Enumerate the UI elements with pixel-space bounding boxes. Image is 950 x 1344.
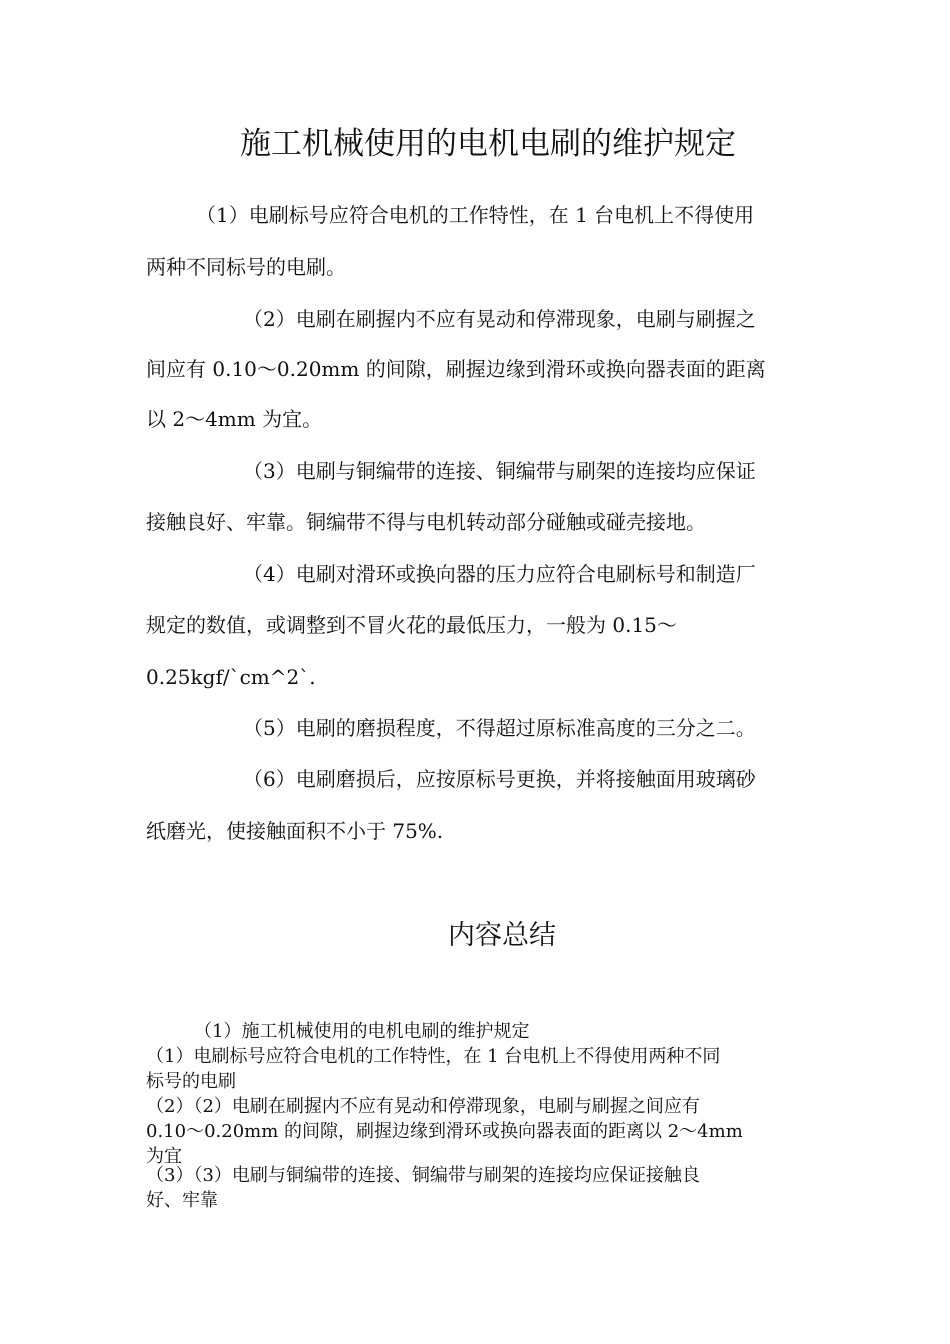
paragraph-6-line-2: 纸磨光，使接触面积不小于 75%.: [146, 819, 444, 843]
paragraph-2-line-1: （2）电刷在刷握内不应有晃动和停滞现象，电刷与刷握之: [243, 307, 756, 331]
summary-title: 内容总结: [448, 920, 556, 951]
paragraph-4-line-3: 0.25kgf/`cm^2`.: [146, 665, 316, 689]
summary-line-4: （2）（2）电刷在刷握内不应有晃动和停滞现象，电刷与刷握之间应有: [146, 1096, 700, 1117]
summary-line-8: 好、牢靠: [146, 1190, 218, 1211]
document-title: 施工机械使用的电机电刷的维护规定: [240, 126, 736, 162]
paragraph-3-line-2: 接触良好、牢靠。铜编带不得与电机转动部分碰触或碰壳接地。: [146, 510, 706, 534]
summary-line-7: （3）（3）电刷与铜编带的连接、铜编带与刷架的连接均应保证接触良: [146, 1165, 700, 1186]
paragraph-1-line-1: （1）电刷标号应符合电机的工作特性，在 1 台电机上不得使用: [196, 203, 755, 227]
paragraph-2-line-2: 间应有 0.10～0.20mm 的间隙，刷握边缘到滑环或换向器表面的距离: [146, 357, 766, 381]
summary-line-3: 标号的电刷: [146, 1071, 236, 1092]
summary-line-5: 0.10～0.20mm 的间隙，刷握边缘到滑环或换向器表面的距离以 2～4mm: [146, 1121, 743, 1142]
paragraph-3-line-1: （3）电刷与铜编带的连接、铜编带与刷架的连接均应保证: [243, 459, 756, 483]
paragraph-1-line-2: 两种不同标号的电刷。: [146, 255, 346, 279]
summary-line-2: （1）电刷标号应符合电机的工作特性，在 1 台电机上不得使用两种不同: [146, 1046, 721, 1067]
paragraph-4-line-2: 规定的数值，或调整到不冒火花的最低压力，一般为 0.15～: [146, 613, 677, 637]
summary-line-6: 为宜: [146, 1146, 182, 1167]
paragraph-6-line-1: （6）电刷磨损后，应按原标号更换，并将接触面用玻璃砂: [243, 767, 756, 791]
paragraph-4-line-1: （4）电刷对滑环或换向器的压力应符合电刷标号和制造厂: [243, 562, 756, 586]
paragraph-2-line-3: 以 2～4mm 为宜。: [146, 407, 323, 431]
summary-line-1: （1）施工机械使用的电机电刷的维护规定: [194, 1021, 530, 1042]
paragraph-5-line-1: （5）电刷的磨损程度，不得超过原标准高度的三分之二。: [243, 716, 756, 740]
